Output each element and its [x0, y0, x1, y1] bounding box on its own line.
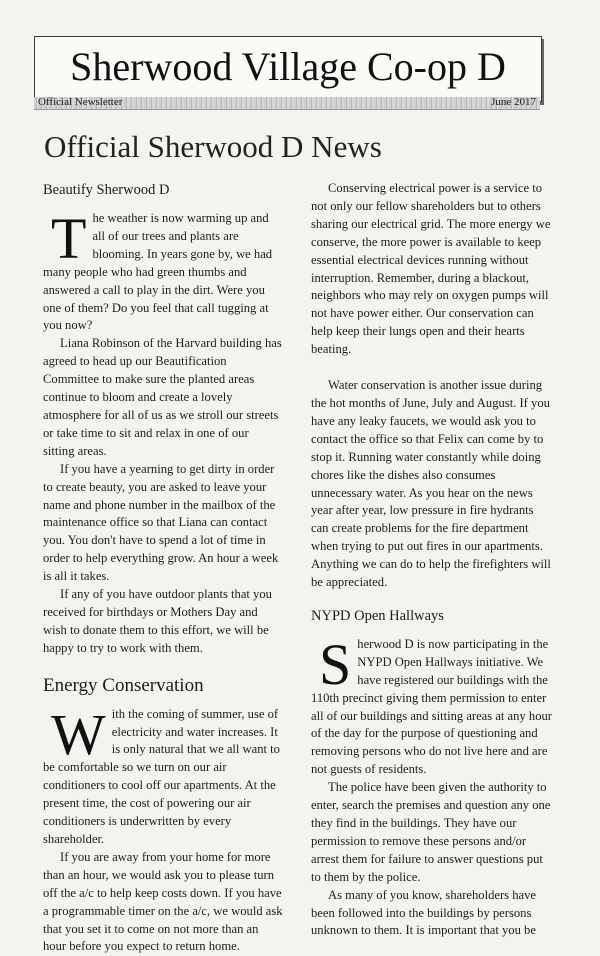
water-paragraph: Water conservation is another issue during the hot months of June, July and August. If you have any leaky faucets, we would ask you to contact the office so that Felix can come by to stop it. Running water constantly while doing chores like the dishes also consumes unnecessary water. As you hear on the news year after year, low pressure in fire hydrants can create problems for the fire department when trying to put out fires in our apartments. Anything we can do to help the firefighters will be appreciated. — [311, 378, 551, 590]
energy-paragraph-1 — [43, 701, 283, 849]
dropcap-w: W — [51, 701, 106, 767]
left-column — [43, 180, 283, 956]
beautify-heading: Beautify Sherwood D — [43, 182, 170, 198]
beautify-paragraph-3: If you have a yearning to get dirty in order to create beauty, you are asked to leave your name and phone number in the mailbox of the maintenance office so that Liana can contact you. You don't have to spend a lot of time in order to help everything grow. An hour a week is all it takes. — [43, 461, 279, 584]
beautify-paragraph-2: Liana Robinson of the Harvard building has agreed to head up our Beautification Committee to make sure the planted areas continue to bloom and create a lovely atmosphere for all of us as we stroll our streets or take time to sit and relax in one of our sitting areas. — [43, 336, 282, 458]
issue-date: June 2017 — [491, 96, 536, 108]
newsletter-label: Official Newsletter — [38, 96, 123, 108]
nypd-p1-text: herwood D is now participating in the NYPD Open Hallways initiative. We have registered our buildings with the 110th precinct giving them permission to enter all of our buildings and sitting areas at any hour of the day for the purpose of questioning and removing persons who do not live here and are not guests of residents. — [311, 636, 552, 777]
energy-heading: Energy Conservation — [43, 674, 204, 696]
power-paragraph: Conserving electrical power is a service to not only our fellow shareholders but to others sharing our electrical grid. The more energy we conserve, the more power is available to keep essential electrical devices running without interruption. Remember, during a blackout, neighbors who may rely on oxygen pumps will not have power either. Our conservation can help keep their lungs open and their hearts beating. — [311, 181, 551, 357]
nypd-paragraph-2: The police have been given the authority to enter, search the premises and question any one they find in the buildings. They have our permission to remove these persons and/or arrest them for failure to answer questions put to them by the police. — [311, 780, 551, 884]
nypd-paragraph-3: As many of you know, shareholders have been followed into the buildings by persons unknown to them. It is important that you be — [311, 887, 536, 938]
dropcap-s: S — [319, 631, 352, 697]
masthead — [34, 36, 542, 102]
beautify-p1-text: he weather is now warming up and all of our trees and plants are blooming. In years gone by, we had many people who had green thumbs and answered a call to play in the dirt. Were you one of them? Do you feel that call tugging at you now? — [43, 211, 273, 333]
page-headline: Official Sherwood D News — [44, 129, 382, 164]
beautify-paragraph-1 — [43, 206, 283, 335]
masthead-bar — [34, 97, 540, 110]
dropcap-t: T — [51, 206, 87, 271]
nypd-paragraph-1 — [311, 631, 554, 779]
nypd-heading: NYPD Open Hallways — [311, 607, 444, 624]
beautify-paragraph-4: If any of you have outdoor plants that you received for birthdays or Mothers Day and wish to donate them to this effort, we will be happy to try to work with them. — [43, 587, 272, 655]
energy-p1-text: ith the coming of summer, use of electricity and water increases. It is only natural that we all want to be comfortable so we turn on our air conditioners to cool off our apartments. At the present time, the cost of powering our air conditioners is underwritten by every shareholder. — [43, 706, 280, 846]
right-column — [311, 180, 554, 940]
energy-paragraph-2: If you are away from your home for more than an hour, we would ask you to please turn off the a/c to help keep costs down. If you have a programmable timer on the a/c, we would ask that you set it to come on not more than an hour before you expect to return home. — [43, 849, 283, 954]
newsletter-title: Sherwood Village Co-op D — [70, 44, 506, 89]
